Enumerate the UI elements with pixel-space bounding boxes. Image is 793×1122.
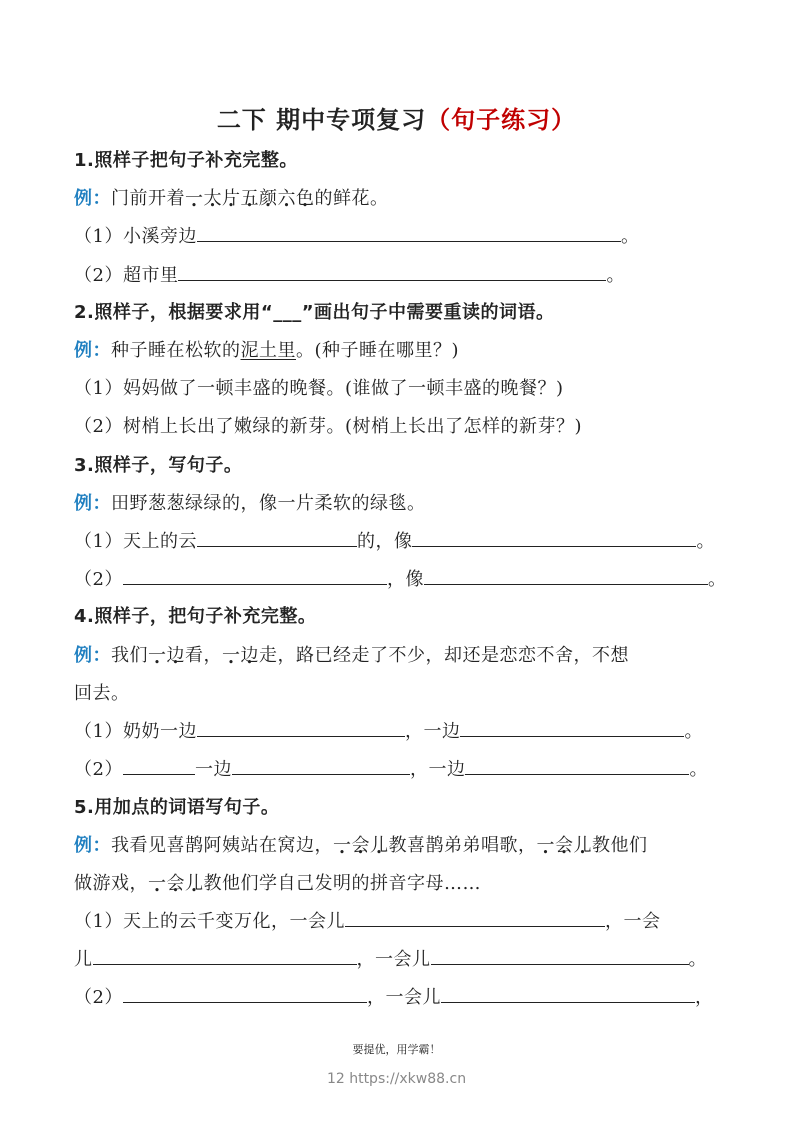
answer-blank[interactable] xyxy=(123,756,195,775)
q5-heading: 5.用加点的词语写句子。 xyxy=(74,797,280,818)
q1-heading: 1.照样子把句子补充完整。 xyxy=(74,150,298,171)
title-sub: （句子练习） xyxy=(426,106,577,134)
q3-heading: 3.照样子，写句子。 xyxy=(74,455,243,476)
answer-blank[interactable] xyxy=(197,718,405,737)
period: 。 xyxy=(688,949,707,970)
answer-blank[interactable] xyxy=(460,718,684,737)
q1-item-2 xyxy=(74,261,625,287)
answer-blank[interactable] xyxy=(441,984,695,1003)
dotted-char: 边 xyxy=(240,645,259,666)
q2-item-2: （2）树梢上长出了嫩绿的新芽。(树梢上长出了怎样的新芽？) xyxy=(74,416,582,437)
answer-blank[interactable] xyxy=(123,984,367,1003)
q2-example xyxy=(74,336,459,362)
q3-item-2 xyxy=(74,565,726,591)
q5-example-text-e: 教他们学自己发明的拼音字母…… xyxy=(203,873,481,894)
q2-example-text-b: 。(种子睡在哪里？) xyxy=(296,340,460,361)
answer-blank[interactable] xyxy=(412,528,696,547)
example-label: 例： xyxy=(74,340,111,361)
underlined-word: 泥土里 xyxy=(240,340,296,361)
dotted-char: 一 xyxy=(185,188,204,209)
example-label: 例： xyxy=(74,493,111,514)
period: 。 xyxy=(606,265,625,286)
dotted-char: 色 xyxy=(296,188,315,209)
dotted-char: 一 xyxy=(536,835,555,856)
dotted-char: 边 xyxy=(166,645,185,666)
dotted-char: 一 xyxy=(222,645,241,666)
answer-blank[interactable] xyxy=(424,566,708,585)
q4-heading: 4.照样子，把句子补充完整。 xyxy=(74,606,317,627)
q4-item-2-mid-2: ，一边 xyxy=(409,759,466,780)
dotted-char: 会 xyxy=(555,835,574,856)
q5-item-2-prefix: （2） xyxy=(74,987,123,1008)
answer-blank[interactable] xyxy=(465,756,689,775)
q5-item-1-line-2 xyxy=(74,945,707,971)
q2-item-1: （1）妈妈做了一顿丰盛的晚餐。(谁做了一顿丰盛的晚餐？) xyxy=(74,378,564,399)
example-label: 例： xyxy=(74,835,111,856)
dotted-char: 儿 xyxy=(370,835,389,856)
q1-item-1-prefix: （1）小溪旁边 xyxy=(74,226,197,247)
dotted-char: 六 xyxy=(277,188,296,209)
q5-example-text-b: 教喜鹊弟弟唱歌， xyxy=(388,835,537,856)
answer-blank[interactable] xyxy=(197,528,357,547)
footer-page-url: 12 https://xkw88.cn xyxy=(326,1071,467,1087)
q5-example-line-2 xyxy=(74,869,481,895)
q4-item-1 xyxy=(74,717,703,743)
period: 。 xyxy=(689,759,708,780)
q3-item-1-mid: 的，像 xyxy=(356,531,413,552)
title-main: 二下 期中专项复习 xyxy=(216,106,427,134)
q4-example-line-2: 回去。 xyxy=(74,683,130,704)
page-title xyxy=(0,100,793,135)
q3-item-2-prefix: （2） xyxy=(74,569,123,590)
q3-example xyxy=(74,489,426,515)
dotted-char: 一 xyxy=(148,873,167,894)
q5-item-1-prefix: （1）天上的云千变万化，一会儿 xyxy=(74,911,345,932)
period: 。 xyxy=(707,569,727,590)
q4-example-text-a: 我们 xyxy=(111,645,148,666)
q5-example-line-1 xyxy=(74,831,648,857)
q1-item-2-prefix: （2）超市里 xyxy=(74,265,179,286)
answer-blank[interactable] xyxy=(431,946,689,965)
dotted-char: 会 xyxy=(166,873,185,894)
q2-example-text-a: 种子睡在松软的 xyxy=(111,340,241,361)
q1-item-1 xyxy=(74,222,639,248)
q1-example xyxy=(74,184,389,210)
q5-item-2-mid: ，一会儿 xyxy=(366,987,441,1008)
q5-item-1-line2-prefix: 儿 xyxy=(74,949,93,970)
q1-dotted-words xyxy=(185,188,315,209)
answer-blank[interactable] xyxy=(197,223,621,242)
dotted-char: 五 xyxy=(240,188,259,209)
comma: ， xyxy=(694,987,714,1008)
q3-item-2-mid: ，像 xyxy=(386,569,424,590)
q1-example-text-b: 的鲜花。 xyxy=(314,188,389,209)
q3-example-text: 田野葱葱绿绿的，像一片柔软的绿毯。 xyxy=(111,493,426,514)
q3-item-1-prefix: （1）天上的云 xyxy=(74,531,197,552)
q4-example-text-c: 走，路已经走了不少，却还是恋恋不舍，不想 xyxy=(259,645,629,666)
q5-example-text-a: 我看见喜鹊阿姨站在窝边， xyxy=(111,835,333,856)
dotted-char: 儿 xyxy=(573,835,592,856)
footer-slogan: 要提优，用学霸！ xyxy=(352,1043,441,1056)
dotted-char: 颜 xyxy=(259,188,278,209)
period: 。 xyxy=(696,531,715,552)
answer-blank[interactable] xyxy=(178,262,606,281)
q4-item-1-prefix: （1）奶奶一边 xyxy=(74,721,197,742)
dotted-char: 片 xyxy=(222,188,241,209)
dotted-char: 大 xyxy=(203,188,222,209)
dotted-char: 一 xyxy=(333,835,352,856)
q4-item-2-mid-1: 一边 xyxy=(194,759,232,780)
dotted-char: 会 xyxy=(351,835,370,856)
q4-example-line-1 xyxy=(74,641,629,667)
answer-blank[interactable] xyxy=(123,566,387,585)
q4-item-2-prefix: （2） xyxy=(74,759,123,780)
answer-blank[interactable] xyxy=(345,908,605,927)
example-label: 例： xyxy=(74,645,111,666)
dotted-char: 儿 xyxy=(185,873,204,894)
q4-item-2 xyxy=(74,755,708,781)
q4-example-text-b: 看， xyxy=(185,645,222,666)
q5-item-1-line2-mid: ，一会儿 xyxy=(356,949,431,970)
example-label: 例： xyxy=(74,188,111,209)
q1-example-text-a: 门前开着 xyxy=(111,188,185,209)
q3-item-1 xyxy=(74,527,715,553)
q4-item-1-mid: ，一边 xyxy=(404,721,461,742)
period: 。 xyxy=(684,721,703,742)
q5-example-text-d: 做游戏， xyxy=(74,873,148,894)
answer-blank[interactable] xyxy=(93,946,357,965)
answer-blank[interactable] xyxy=(232,756,410,775)
dotted-char: 一 xyxy=(148,645,167,666)
q5-example-text-c: 教他们 xyxy=(592,835,648,856)
q5-item-1-line-1 xyxy=(74,907,660,933)
q2-heading: 2.照样子，根据要求用“___”画出句子中需要重读的词语。 xyxy=(74,302,555,323)
period: 。 xyxy=(620,226,640,247)
q5-item-2 xyxy=(74,983,713,1009)
q5-item-1-end: ，一会 xyxy=(604,911,661,932)
